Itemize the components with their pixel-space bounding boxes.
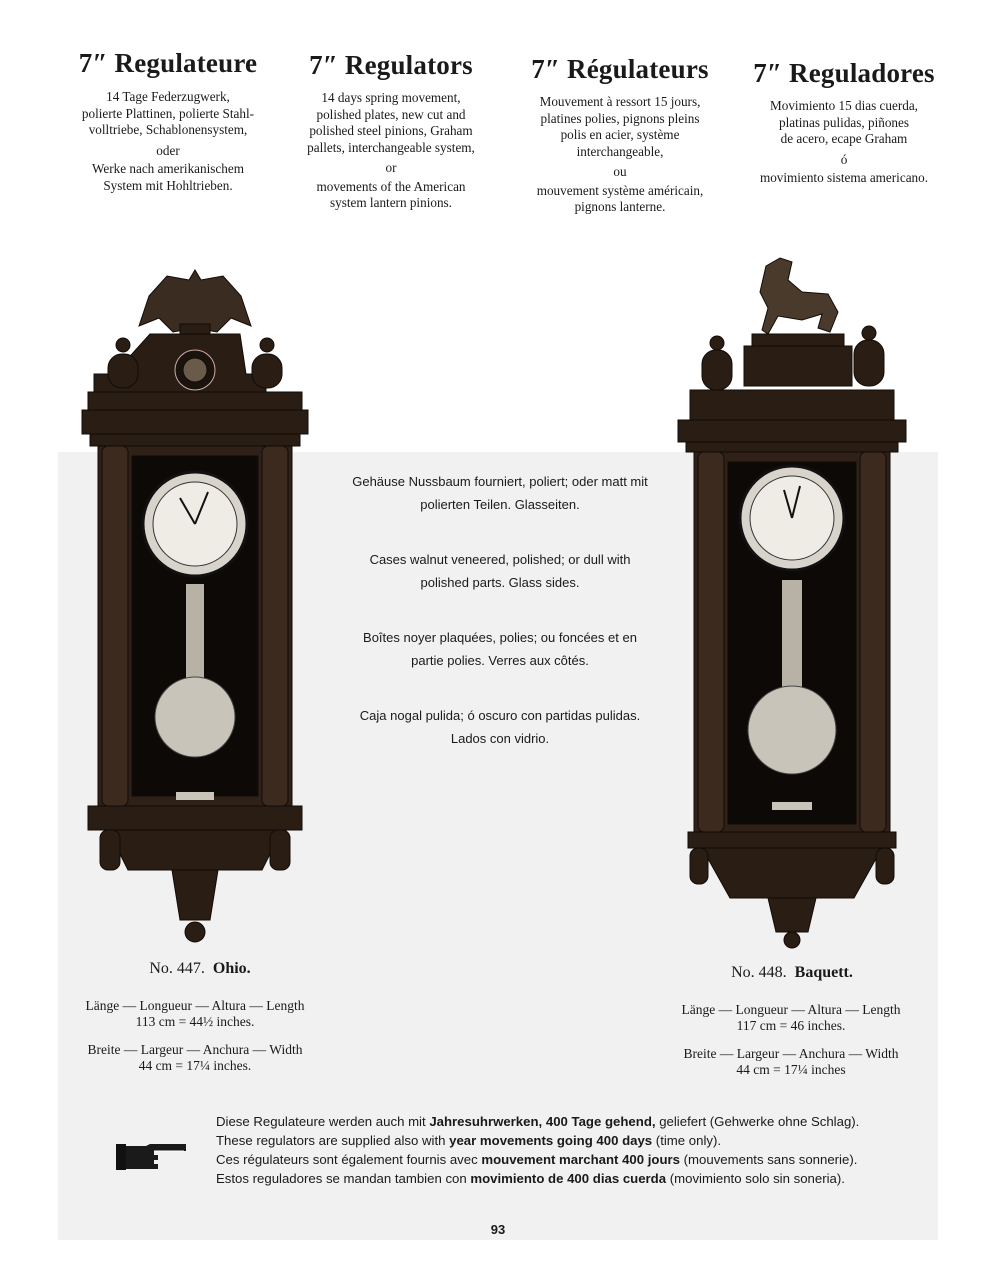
title-spanish: 7″ Reguladores	[753, 58, 935, 88]
width-label: Breite — Largeur — Anchura — Width	[87, 1042, 303, 1057]
col-line: mouvement système américain,	[536, 182, 704, 198]
pointing-hand-icon	[114, 1140, 190, 1172]
col-line: ó	[840, 151, 848, 167]
col-line: polierte Plattinen, polierte Stahl-	[81, 105, 255, 121]
title-english: 7″ Regulators	[309, 50, 473, 80]
width-label: Breite — Largeur — Anchura — Width	[683, 1046, 899, 1061]
col-line: movements of the American	[316, 178, 466, 194]
col-line: interchangeable,	[576, 143, 664, 159]
col-line: or	[385, 160, 397, 175]
desc-line: polished parts. Glass sides.	[420, 575, 580, 590]
desc-line: polierten Teilen. Glasseiten.	[420, 497, 580, 512]
model-number: No. 448.	[731, 964, 787, 981]
header-column-english	[288, 50, 494, 212]
description-german	[330, 470, 670, 516]
col-line: volltriebe, Schablonensystem,	[88, 122, 248, 137]
model-name: Baquett.	[794, 964, 853, 981]
note-line: These regulators are supplied also with year movements going 400 days (time only).	[216, 1133, 722, 1148]
col-line: de acero, ecape Graham	[780, 131, 908, 146]
col-line: pignons lanterne.	[574, 199, 666, 214]
note-line: Ces régulateurs sont également fournis avec mouvement marchant 400 jours (mouvements sans sonnerie).	[216, 1152, 858, 1167]
title-french: 7″ Régulateurs	[531, 54, 709, 84]
width-value: 44 cm = 17¼ inches	[736, 1062, 846, 1077]
case-description	[330, 470, 670, 782]
model-name: Ohio.	[212, 960, 251, 977]
year-movement-note	[216, 1112, 859, 1188]
wall-clock-447-image	[80, 262, 310, 950]
col-line: Werke nach amerikanischem	[92, 161, 244, 176]
col-line: 14 days spring movement,	[321, 90, 461, 105]
col-line: oder	[156, 142, 180, 158]
model-448-caption	[692, 964, 892, 982]
col-line: polished plates, new cut and	[316, 106, 466, 122]
col-line: polis en acier, système	[560, 127, 680, 142]
desc-line: Lados con vidrio.	[450, 731, 550, 746]
description-french	[330, 626, 670, 672]
col-line: movimiento sistema americano.	[759, 170, 929, 185]
col-line: platinas pulidas, piñones	[778, 114, 910, 130]
col-line: System mit Hohltrieben.	[103, 177, 233, 193]
col-line: platines polies, pignons pleins	[540, 110, 700, 126]
desc-line: Cases walnut veneered, polished; or dull with	[369, 552, 631, 567]
description-spanish	[330, 704, 670, 750]
model-448-measurements	[656, 1002, 926, 1078]
desc-line: Gehäuse Nussbaum fourniert, poliert; oder matt mit	[352, 474, 648, 489]
description-english	[330, 548, 670, 594]
col-line: pallets, interchangeable system,	[307, 139, 475, 155]
title-german: 7″ Regulateure	[78, 48, 258, 78]
desc-line: partie polies. Verres aux côtés.	[411, 653, 589, 668]
note-line: Estos reguladores se mandan tambien con movimiento de 400 dias cuerda (movimiento solo sin soneria).	[216, 1171, 845, 1186]
model-447-measurements	[60, 998, 330, 1074]
length-label: Länge — Longueur — Altura — Length	[85, 998, 305, 1013]
model-447-caption	[100, 960, 300, 978]
col-line: system lantern pinions.	[330, 195, 452, 210]
width-value: 44 cm = 17¼ inches.	[138, 1058, 252, 1073]
note-line: Diese Regulateure werden auch mit Jahresuhrwerken, 400 Tage gehend, geliefert (Gehwerke ohne Schlag).	[216, 1114, 860, 1129]
header-column-german	[68, 48, 268, 194]
length-value: 117 cm = 46 inches.	[736, 1018, 846, 1033]
length-label: Länge — Longueur — Altura — Length	[681, 1002, 901, 1017]
col-line: polished steel pinions, Graham	[309, 123, 473, 138]
header-column-french	[514, 54, 726, 216]
page-number: 93	[490, 1222, 506, 1237]
length-value: 113 cm = 44½ inches.	[135, 1014, 255, 1029]
model-number: No. 447.	[149, 960, 205, 977]
desc-line: Boîtes noyer plaquées, polies; ou foncées et en	[363, 630, 637, 645]
col-line: Movimiento 15 dias cuerda,	[770, 98, 918, 113]
desc-line: Caja nogal pulida; ó oscuro con partidas pulidas.	[359, 708, 641, 723]
col-line: Mouvement à ressort 15 jours,	[539, 94, 701, 109]
col-line: 14 Tage Federzugwerk,	[106, 89, 230, 104]
header-column-spanish	[740, 58, 948, 187]
col-line: ou	[613, 164, 627, 179]
wall-clock-448-image	[676, 250, 908, 950]
